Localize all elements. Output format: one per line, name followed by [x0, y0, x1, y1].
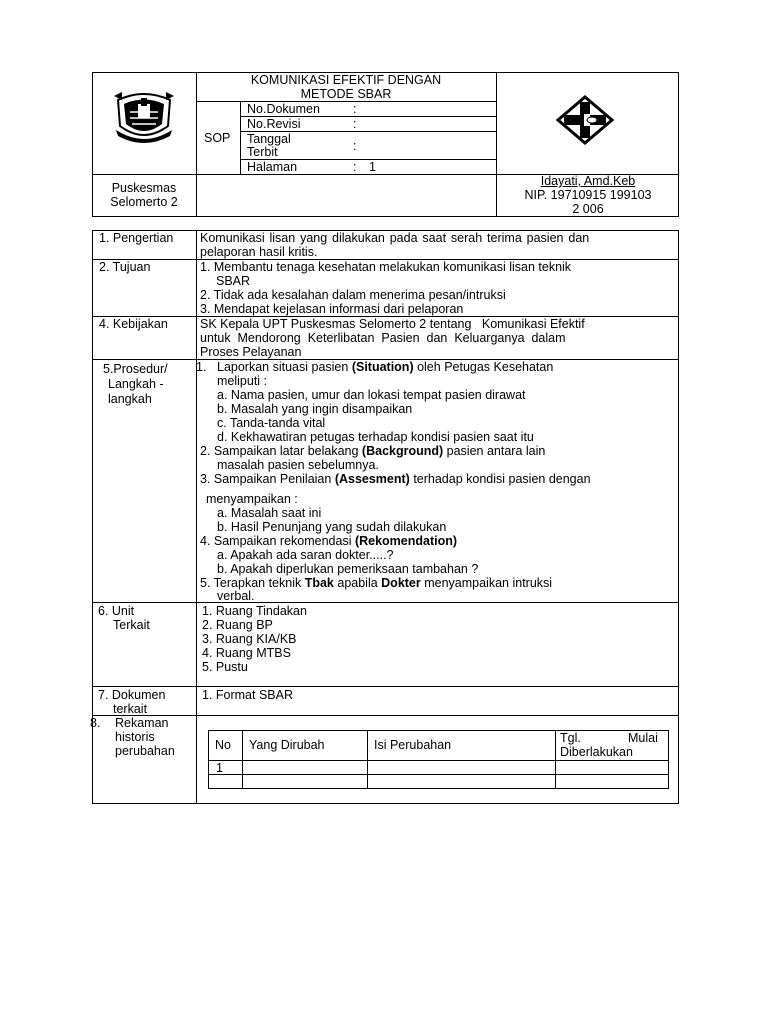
document-title-line2: METODE SBAR [300, 87, 392, 101]
prosedur-step: 5. Terapkan teknik Tbak apabila Dokter menyampaikan intruksi [200, 576, 553, 590]
organization-name-line1: Puskesmas [111, 181, 177, 195]
revision-table-divider [208, 774, 669, 775]
prosedur-subitem: d. Kekhawatiran petugas terhadap kondisi pasien saat itu [217, 430, 534, 444]
prosedur-subitem: b. Hasil Penunjang yang sudah dilakukan [217, 520, 447, 534]
prosedur-step: 3. Sampaikan Penilaian (Assesment) terhadap kondisi pasien dengan [200, 472, 591, 486]
puskesmas-cross-logo [554, 94, 616, 146]
prosedur-subitem: a. Masalah saat ini [217, 506, 322, 520]
tujuan-item: 2. Tidak ada kesalahan dalam menerima pesan/intruksi [200, 288, 506, 302]
section-label-rekaman: 8. [90, 716, 101, 730]
unit-item: 4. Ruang MTBS [202, 646, 291, 660]
revision-header-no: No [215, 738, 231, 752]
meta-separator: : [353, 102, 357, 116]
table-divider [92, 602, 679, 603]
prosedur-step-cont: menyampaikan : [206, 492, 298, 506]
header-divider [240, 101, 241, 174]
regency-crest-logo [112, 86, 176, 146]
prosedur-subitem: b. Apakah diperlukan pemeriksaan tambahan ? [217, 562, 479, 576]
prosedur-step: 4. Sampaikan rekomendasi (Rekomendation) [200, 534, 458, 548]
section-label-rekaman: perubahan [115, 744, 175, 758]
unit-item: 1. Ruang Tindakan [202, 604, 307, 618]
revision-table-divider [242, 730, 243, 789]
section-label-unit: 6. Unit [98, 604, 135, 618]
section-label-rekaman: Rekaman [115, 716, 169, 730]
unit-item: 2. Ruang BP [202, 618, 273, 632]
meta-label-terbit: Terbit [247, 145, 278, 159]
table-divider [92, 686, 679, 687]
meta-label-no-revisi: No.Revisi [247, 117, 301, 131]
prosedur-step-cont: verbal. [217, 589, 255, 603]
prosedur-step-cont: meliputi : [217, 374, 268, 388]
prosedur-subitem: a. Nama pasien, umur dan lokasi tempat pasien dirawat [217, 388, 526, 402]
tujuan-item: SBAR [216, 274, 251, 288]
signatory-nip-line2: 2 006 [572, 202, 604, 216]
prosedur-step: Laporkan situasi pasien (Situation) oleh Petugas Kesehatan [217, 360, 554, 374]
signatory-nip-line1: NIP. 19710915 199103 [524, 188, 652, 202]
dokumen-item: 1. Format SBAR [202, 688, 293, 702]
prosedur-subitem: b. Masalah yang ingin disampaikan [217, 402, 413, 416]
revision-table-divider [208, 760, 669, 761]
signatory-name: Idayati, Amd.Keb [540, 174, 636, 188]
revision-header-diberlakukan: Diberlakukan [560, 745, 633, 759]
section-label-kebijakan: 4. Kebijakan [99, 317, 168, 331]
section-label-dokumen: 7. Dokumen [98, 688, 166, 702]
prosedur-step: 2. Sampaikan latar belakang (Background) pasien antara lain [200, 444, 546, 458]
tujuan-item: 1. Membantu tenaga kesehatan melakukan komunikasi lisan teknik [200, 260, 572, 274]
pengertian-text: pelaporan hasil kritis. [200, 245, 318, 259]
table-divider [92, 715, 679, 716]
section-label-prosedur: langkah [108, 392, 152, 406]
meta-label-no-dokumen: No.Dokumen [247, 102, 320, 116]
kebijakan-text: SK Kepala UPT Puskesmas Selomerto 2 tentang Komunikasi Efektif [200, 317, 585, 331]
section-label-prosedur: 5.Prosedur/ [103, 362, 168, 376]
revision-header-isi-perubahan: Isi Perubahan [374, 738, 452, 752]
pengertian-text: Komunikasi lisan yang dilakukan pada saat serah terima pasien dan [200, 231, 590, 245]
meta-value-halaman: 1 [369, 160, 376, 174]
revision-header-yang-dirubah: Yang Dirubah [249, 738, 325, 752]
kebijakan-text: untuk Mendorong Keterlibatan Pasien dan Keluarganya dalam [200, 331, 566, 345]
section-label-unit: Terkait [113, 618, 150, 632]
document-title-line1: KOMUNIKASI EFEKTIF DENGAN [250, 73, 442, 87]
section-label-tujuan: 2. Tujuan [99, 260, 151, 274]
meta-separator: : [353, 117, 357, 131]
revision-table-divider [555, 730, 556, 789]
meta-separator: : [353, 139, 357, 153]
prosedur-step-number: 1. [196, 360, 207, 374]
section-label-dokumen: terkait [113, 702, 148, 716]
tujuan-item: 3. Mendapat kejelasan informasi dari pelaporan [200, 302, 464, 316]
sop-label: SOP [204, 131, 231, 145]
revision-cell-no: 1 [216, 761, 223, 775]
meta-label-tanggal: Tanggal [247, 132, 291, 146]
unit-item: 5. Pustu [202, 660, 248, 674]
section-label-pengertian: 1. Pengertian [99, 231, 174, 245]
section-label-prosedur: Langkah - [108, 377, 164, 391]
organization-name-line2: Selomerto 2 [110, 195, 178, 209]
revision-header-tgl: Tgl. [560, 731, 581, 745]
prosedur-step-cont: masalah pasien sebelumnya. [217, 458, 379, 472]
unit-item: 3. Ruang KIA/KB [202, 632, 297, 646]
prosedur-subitem: c. Tanda-tanda vital [217, 416, 326, 430]
meta-separator: : [353, 160, 357, 174]
meta-label-halaman: Halaman [247, 160, 298, 174]
revision-header-mulai: Mulai [628, 731, 658, 745]
header-divider [196, 101, 496, 102]
revision-table-divider [367, 730, 368, 789]
prosedur-subitem: a. Apakah ada saran dokter.....? [217, 548, 394, 562]
kebijakan-text: Proses Pelayanan [200, 345, 302, 359]
section-label-rekaman: historis [115, 730, 155, 744]
